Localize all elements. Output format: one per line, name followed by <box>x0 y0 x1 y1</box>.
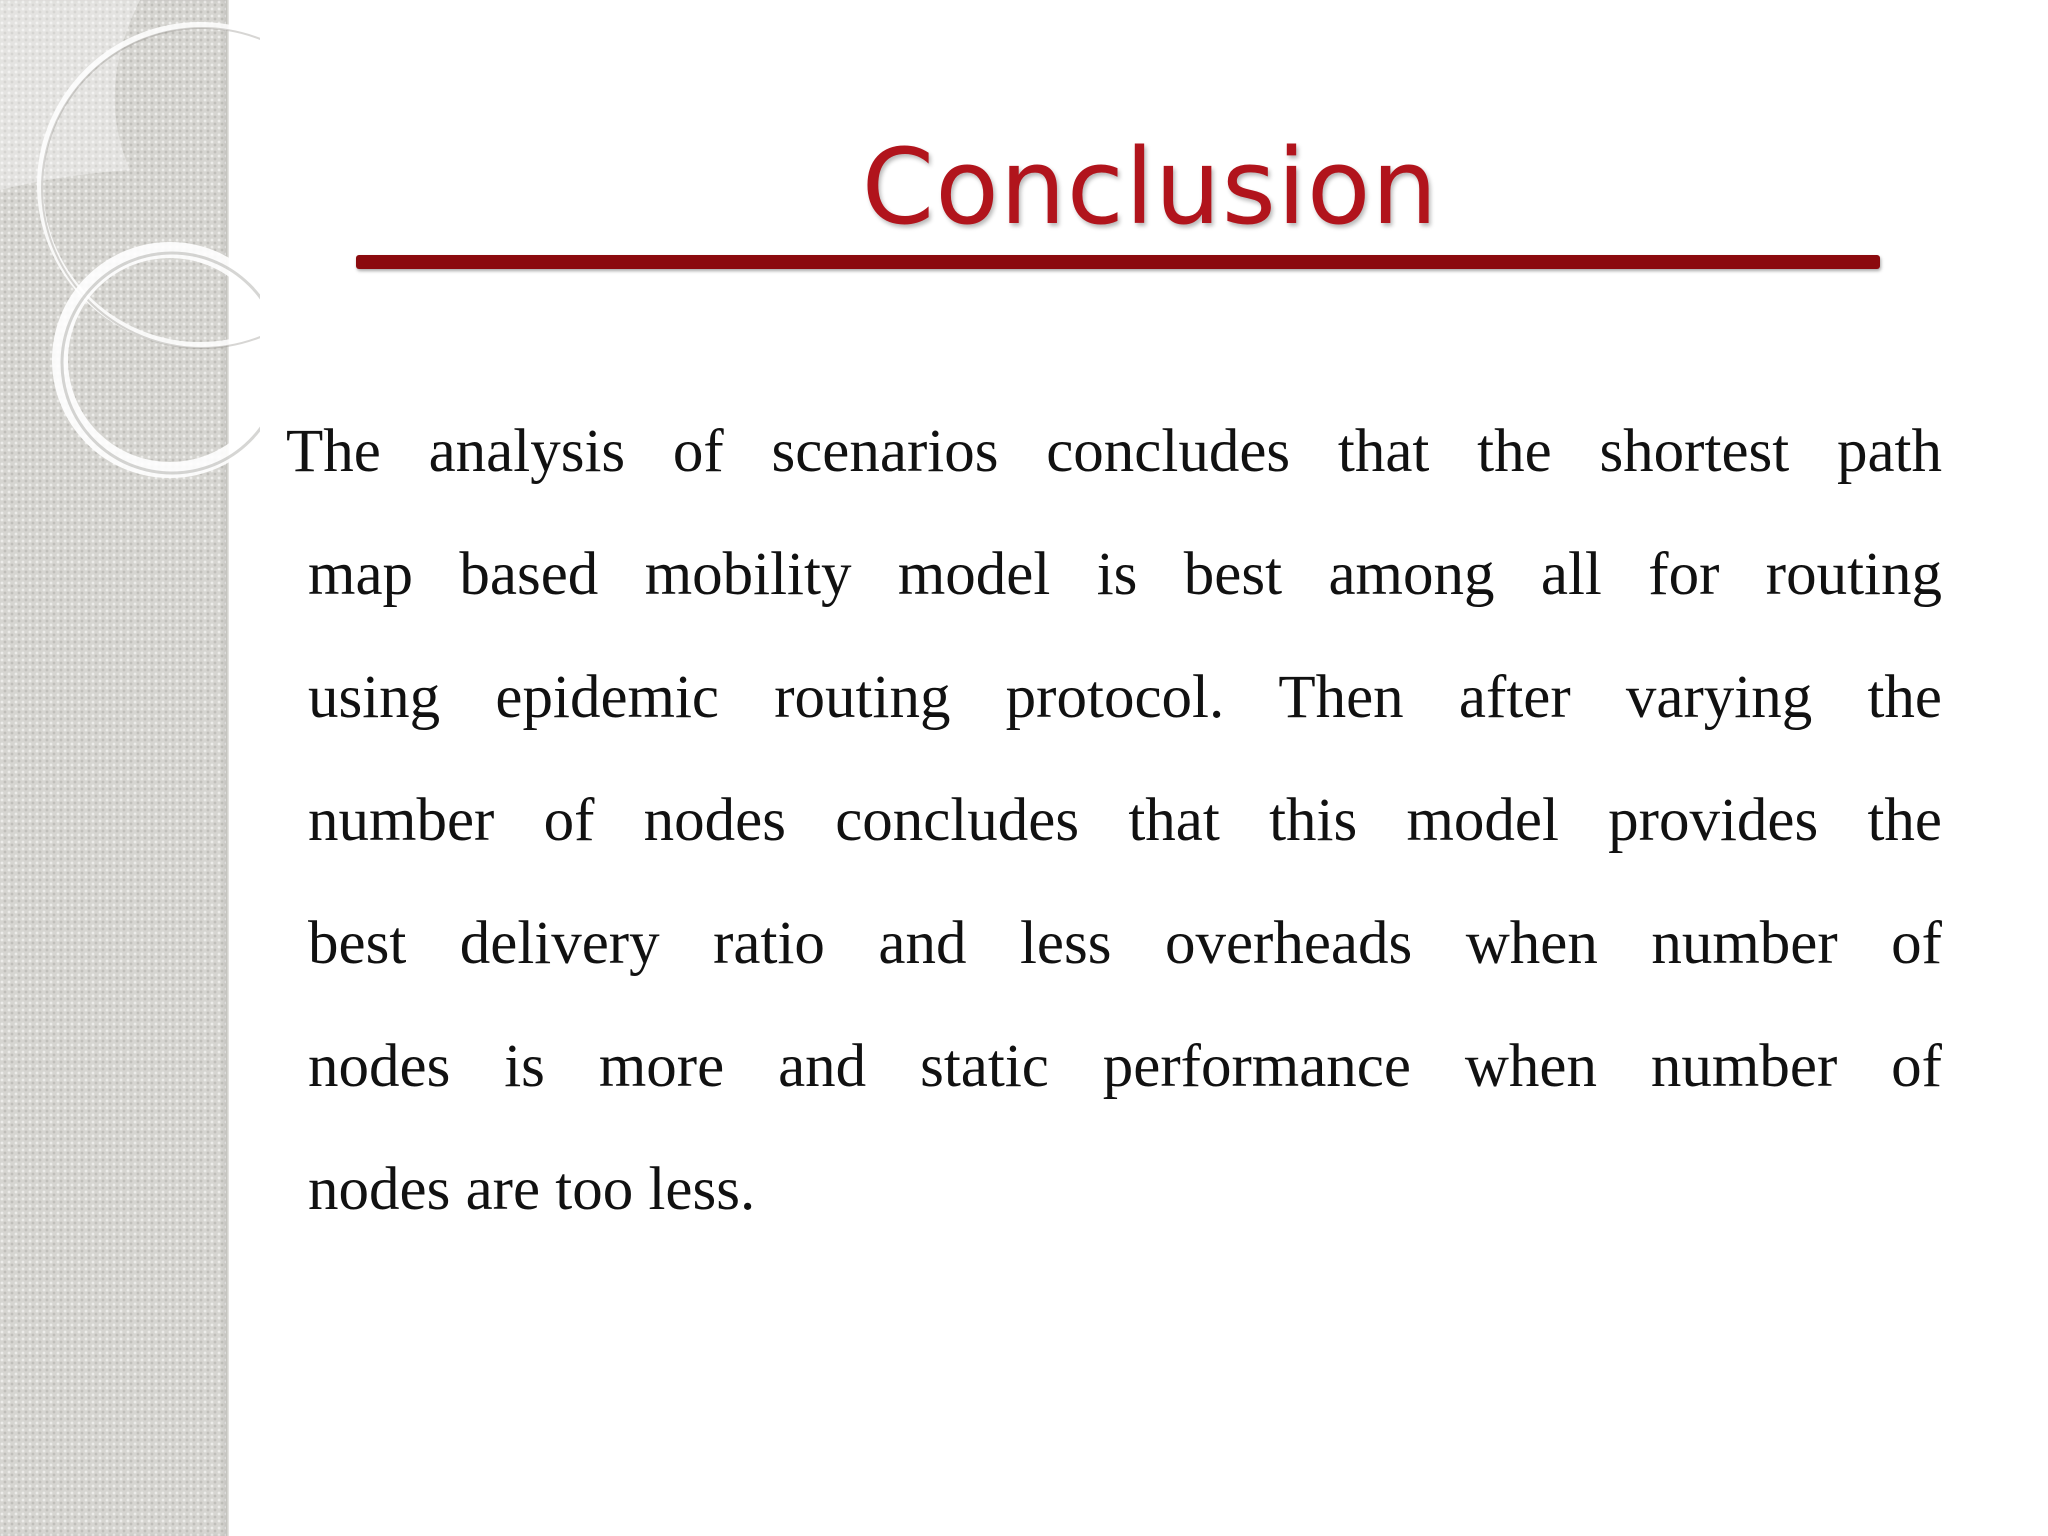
paragraph-line-5: best delivery ratio and less overheads when number of <box>308 910 1942 977</box>
small-ring-shadow <box>62 253 260 473</box>
title-underline <box>356 255 1880 269</box>
conclusion-paragraph <box>286 390 1942 1251</box>
paragraph-line-4: number of nodes concludes that this model provides the <box>308 787 1942 854</box>
decorative-rings <box>0 0 260 520</box>
paragraph-line-7: nodes are too less. <box>308 1156 756 1223</box>
paragraph-line-6: nodes is more and static performance when number of <box>308 1033 1942 1100</box>
paragraph-line-3: using epidemic routing protocol. Then after varying the <box>308 664 1942 731</box>
paragraph-line-2: map based mobility model is best among all for routing <box>308 541 1942 608</box>
slide-title: Conclusion <box>861 126 1439 248</box>
paragraph-line-1: The analysis of scenarios concludes that the shortest path <box>286 418 1942 485</box>
